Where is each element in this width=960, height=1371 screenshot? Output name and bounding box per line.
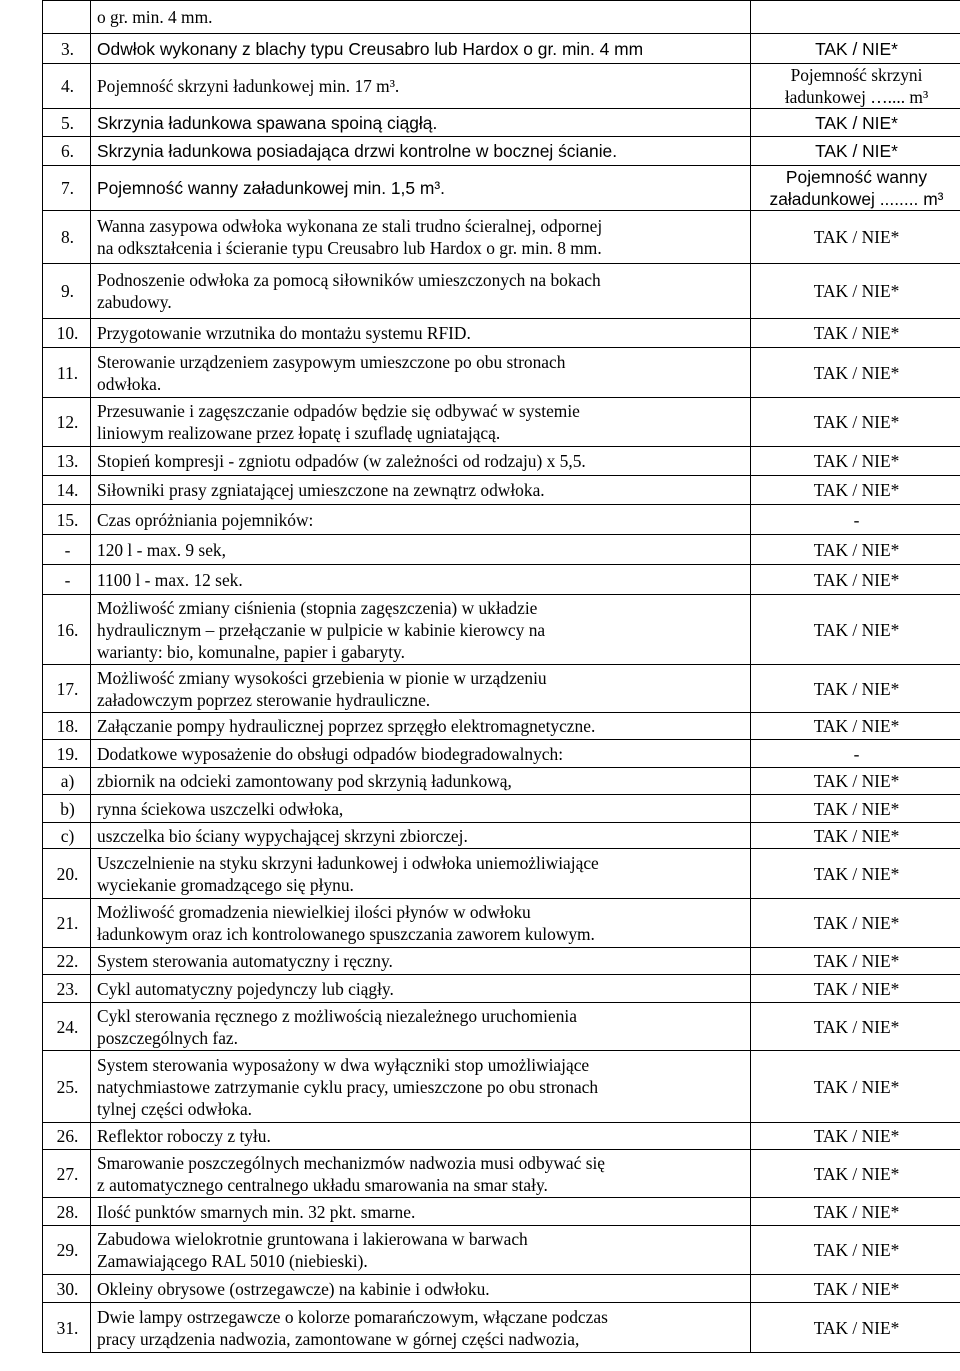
answer-cell xyxy=(751,849,960,899)
answer-cell xyxy=(751,34,960,64)
answer-cell xyxy=(751,768,960,795)
answer-text: TAK / NIE* xyxy=(815,38,898,59)
answer-cell xyxy=(751,975,960,1003)
description-line: Przesuwanie i zagęszczanie odpadów będzie się odbywać w systemie xyxy=(97,401,580,421)
item-description xyxy=(91,1123,751,1150)
answer-text: TAK / NIE* xyxy=(813,1201,900,1222)
table-row xyxy=(43,823,960,849)
table-row xyxy=(43,768,960,795)
item-description xyxy=(91,1,751,34)
table-row xyxy=(43,740,960,768)
description-line: Ilość punktów smarnych min. 32 pkt. smarne. xyxy=(97,1201,416,1222)
item-description xyxy=(91,1275,751,1303)
item-number: 17. xyxy=(43,665,91,713)
item-number: 5. xyxy=(43,109,91,137)
answer-cell xyxy=(751,948,960,975)
item-number: 7. xyxy=(43,166,91,211)
item-number: 12. xyxy=(43,398,91,447)
answer-text: Pojemność wanny xyxy=(785,167,928,187)
answer-cell xyxy=(751,1150,960,1198)
description-line: rynna ściekowa uszczelki odwłoka, xyxy=(97,798,344,819)
answer-text: TAK / NIE* xyxy=(813,227,900,247)
item-number: 9. xyxy=(43,264,91,319)
description-line: Dodatkowe wyposażenie do obsługi odpadów biodegradowalnych: xyxy=(97,743,564,764)
item-description xyxy=(91,849,751,899)
answer-text: TAK / NIE* xyxy=(815,112,898,133)
description-line: natychmiastowe zatrzymanie cyklu pracy, umieszczone po obu stronach xyxy=(97,1076,599,1097)
specification-table-body xyxy=(43,1,960,1353)
description-line: Zamawiającego RAL 5010 (niebieski). xyxy=(97,1251,368,1271)
answer-cell xyxy=(751,1123,960,1150)
description-line: Reflektor roboczy z tyłu. xyxy=(97,1126,271,1146)
item-description xyxy=(91,1150,751,1198)
answer-text: TAK / NIE* xyxy=(813,323,900,343)
answer-cell xyxy=(751,595,960,665)
answer-text: TAK / NIE* xyxy=(813,480,900,500)
description-line: Cykl automatyczny pojedynczy lub ciągły. xyxy=(97,978,394,999)
answer-text: - xyxy=(853,743,860,764)
description-line: Zabudowa wielokrotnie gruntowana i lakierowana w barwach xyxy=(97,1229,528,1249)
description-line: Smarowanie poszczególnych mechanizmów nadwozia musi odbywać się xyxy=(97,1152,606,1173)
description-line: Wanna zasypowa odwłoka wykonana ze stali trudno ścieralnej, odpornej xyxy=(97,216,603,236)
answer-text: TAK / NIE* xyxy=(813,951,900,971)
item-description xyxy=(91,975,751,1003)
answer-text: TAK / NIE* xyxy=(813,569,900,590)
description-line: Możliwość zmiany wysokości grzebienia w pionie w urządzeniu xyxy=(97,667,547,688)
answer-cell xyxy=(751,565,960,595)
item-description xyxy=(91,768,751,795)
item-number: - xyxy=(43,565,91,595)
answer-text: TAK / NIE* xyxy=(815,141,898,161)
answer-cell xyxy=(751,398,960,447)
item-description xyxy=(91,166,751,211)
item-description xyxy=(91,348,751,398)
description-line: wyciekanie gromadzącego się płynu. xyxy=(97,874,354,895)
table-row xyxy=(43,899,960,948)
item-number: b) xyxy=(43,795,91,823)
description-line: Skrzynia ładunkowa spawana spoiną ciągłą. xyxy=(97,112,438,133)
answer-text: TAK / NIE* xyxy=(813,451,900,471)
item-number: 27. xyxy=(43,1150,91,1198)
description-line: Sterowanie urządzeniem zasypowym umieszczone po obu stronach xyxy=(97,351,566,372)
table-row xyxy=(43,948,960,975)
table-row xyxy=(43,137,960,166)
item-number: 23. xyxy=(43,975,91,1003)
item-number: 29. xyxy=(43,1226,91,1275)
item-description xyxy=(91,447,751,476)
table-row xyxy=(43,1198,960,1226)
answer-cell xyxy=(751,1226,960,1275)
description-line: Siłowniki prasy zgniatającej umieszczone na zewnątrz odwłoka. xyxy=(97,480,545,500)
table-row xyxy=(43,565,960,595)
description-line: System sterowania wyposażony w dwa wyłączniki stop umożliwiające xyxy=(97,1054,590,1075)
description-line: Skrzynia ładunkowa posiadająca drzwi kontrolne w bocznej ścianie. xyxy=(97,141,618,161)
description-line: Cykl sterowania ręcznego z możliwością niezależnego uruchomienia xyxy=(97,1005,577,1026)
table-row xyxy=(43,1226,960,1275)
item-number: 24. xyxy=(43,1003,91,1051)
table-row xyxy=(43,319,960,348)
answer-text: TAK / NIE* xyxy=(813,1163,900,1184)
item-number: a) xyxy=(43,768,91,795)
description-line: Uszczelnienie na styku skrzyni ładunkowej i odwłoka uniemożliwiające xyxy=(97,852,599,873)
table-row xyxy=(43,1123,960,1150)
answer-text: TAK / NIE* xyxy=(813,281,900,301)
item-description xyxy=(91,823,751,849)
description-line: 1100 l - max. 12 sek. xyxy=(97,569,243,590)
answer-text: TAK / NIE* xyxy=(813,1016,900,1037)
description-line: Stopień kompresji - zgniotu odpadów (w zależności od rodzaju) x 5,5. xyxy=(97,451,586,471)
table-row xyxy=(43,64,960,109)
item-description xyxy=(91,535,751,565)
item-number: 31. xyxy=(43,1303,91,1353)
answer-text: TAK / NIE* xyxy=(813,1076,900,1097)
item-description xyxy=(91,64,751,109)
description-line: Podnoszenie odwłoka za pomocą siłowników umieszczonych na bokach xyxy=(97,270,601,290)
description-line: o gr. min. 4 mm. xyxy=(97,7,213,27)
table-row xyxy=(43,1003,960,1051)
answer-cell xyxy=(751,348,960,398)
item-description xyxy=(91,565,751,595)
item-number: 22. xyxy=(43,948,91,975)
description-line: tylnej części odwłoka. xyxy=(97,1098,253,1119)
answer-text: Pojemność skrzyni xyxy=(790,65,923,85)
item-number: 10. xyxy=(43,319,91,348)
answer-cell xyxy=(751,505,960,535)
table-row xyxy=(43,34,960,64)
description-line: Możliwość gromadzenia niewielkiej ilości płynów w odwłoku xyxy=(97,902,531,922)
description-line: hydraulicznym – przełączanie w pulpicie w kabinie kierowcy na xyxy=(97,619,546,640)
answer-text: TAK / NIE* xyxy=(813,913,900,933)
table-row xyxy=(43,264,960,319)
item-number: 28. xyxy=(43,1198,91,1226)
table-row xyxy=(43,398,960,447)
answer-text: TAK / NIE* xyxy=(813,678,900,699)
item-description xyxy=(91,795,751,823)
description-line: Pojemność skrzyni ładunkowej min. 17 m³. xyxy=(97,76,400,96)
item-description xyxy=(91,264,751,319)
answer-cell xyxy=(751,166,960,211)
table-row xyxy=(43,665,960,713)
table-row xyxy=(43,1150,960,1198)
answer-cell xyxy=(751,665,960,713)
item-description xyxy=(91,1051,751,1123)
answer-text: TAK / NIE* xyxy=(813,798,900,819)
item-description xyxy=(91,1226,751,1275)
item-description xyxy=(91,1003,751,1051)
description-line: ładunkowym oraz ich kontrolowanego spuszczania zaworem kulowym. xyxy=(97,924,595,944)
description-line: na odkształcenia i ścieranie typu Creusabro lub Hardox o gr. min. 8 mm. xyxy=(97,238,602,258)
description-line: zbiornik na odcieki zamontowany pod skrzynią ładunkową, xyxy=(97,771,512,791)
answer-cell xyxy=(751,1303,960,1353)
answer-cell xyxy=(751,1198,960,1226)
table-row xyxy=(43,713,960,740)
item-number: 18. xyxy=(43,713,91,740)
table-row xyxy=(43,476,960,505)
description-line: poszczególnych faz. xyxy=(97,1027,238,1048)
answer-text: TAK / NIE* xyxy=(813,619,900,640)
table-row xyxy=(43,166,960,211)
item-number: 13. xyxy=(43,447,91,476)
item-description xyxy=(91,319,751,348)
description-line: Okleiny obrysowe (ostrzegawcze) na kabinie i odwłoku. xyxy=(97,1278,490,1299)
answer-text: TAK / NIE* xyxy=(813,539,900,560)
description-line: pracy urządzenia nadwozia, zamontowane w górnej części nadwozia, xyxy=(97,1328,580,1349)
answer-cell xyxy=(751,137,960,166)
item-number: 3. xyxy=(43,34,91,64)
item-description xyxy=(91,595,751,665)
item-number: - xyxy=(43,535,91,565)
table-row xyxy=(43,211,960,264)
description-line: z automatycznego centralnego układu smarowania na smar stały. xyxy=(97,1174,548,1195)
item-description xyxy=(91,476,751,505)
table-row xyxy=(43,109,960,137)
answer-cell xyxy=(751,447,960,476)
description-line: warianty: bio, komunalne, papier i gabaryty. xyxy=(97,641,405,662)
item-description xyxy=(91,505,751,535)
item-number: 16. xyxy=(43,595,91,665)
table-row xyxy=(43,975,960,1003)
answer-cell xyxy=(751,319,960,348)
answer-text: TAK / NIE* xyxy=(813,1278,900,1299)
item-number: 11. xyxy=(43,348,91,398)
item-number: 8. xyxy=(43,211,91,264)
item-description xyxy=(91,1303,751,1353)
answer-text: TAK / NIE* xyxy=(813,1126,900,1146)
item-description xyxy=(91,137,751,166)
item-description xyxy=(91,713,751,740)
answer-cell xyxy=(751,535,960,565)
item-number: 25. xyxy=(43,1051,91,1123)
item-description xyxy=(91,109,751,137)
description-line: Dwie lampy ostrzegawcze o kolorze pomarańczowym, włączane podczas xyxy=(97,1306,608,1327)
answer-text: - xyxy=(853,509,860,530)
answer-text: TAK / NIE* xyxy=(813,771,900,791)
item-description xyxy=(91,948,751,975)
description-line: Odwłok wykonany z blachy typu Creusabro lub Hardox o gr. min. 4 mm xyxy=(97,38,644,59)
answer-cell xyxy=(751,211,960,264)
answer-text: załadunkowej ........ m³ xyxy=(769,189,944,209)
description-line: załadowczym poprzez sterowanie hydrauliczne. xyxy=(97,689,431,710)
answer-cell xyxy=(751,740,960,768)
answer-cell xyxy=(751,1,960,34)
table-row xyxy=(43,535,960,565)
item-description xyxy=(91,34,751,64)
item-number: 26. xyxy=(43,1123,91,1150)
item-description xyxy=(91,211,751,264)
item-number xyxy=(43,1,91,34)
table-row xyxy=(43,505,960,535)
table-row xyxy=(43,348,960,398)
answer-cell xyxy=(751,64,960,109)
table-row xyxy=(43,1275,960,1303)
answer-text: TAK / NIE* xyxy=(813,863,900,884)
answer-cell xyxy=(751,1003,960,1051)
description-line: Załączanie pompy hydraulicznej poprzez sprzęgło elektromagnetyczne. xyxy=(97,716,596,736)
answer-cell xyxy=(751,899,960,948)
item-number: 14. xyxy=(43,476,91,505)
table-row xyxy=(43,849,960,899)
item-number: 15. xyxy=(43,505,91,535)
specification-table xyxy=(42,0,960,1353)
answer-text: ładunkowej ….... m³ xyxy=(784,87,929,107)
item-number: 4. xyxy=(43,64,91,109)
answer-cell xyxy=(751,823,960,849)
item-number: 19. xyxy=(43,740,91,768)
table-row xyxy=(43,595,960,665)
item-number: 20. xyxy=(43,849,91,899)
description-line: Czas opróżniania pojemników: xyxy=(97,509,314,530)
description-line: odwłoka. xyxy=(97,373,162,394)
description-line: 120 l - max. 9 sek, xyxy=(97,539,226,560)
answer-cell xyxy=(751,264,960,319)
description-line: zabudowy. xyxy=(97,292,172,312)
answer-cell xyxy=(751,1051,960,1123)
description-line: System sterowania automatyczny i ręczny. xyxy=(97,951,393,971)
table-row xyxy=(43,447,960,476)
item-description xyxy=(91,1198,751,1226)
answer-text: TAK / NIE* xyxy=(813,1240,900,1260)
item-number: 6. xyxy=(43,137,91,166)
answer-text: TAK / NIE* xyxy=(813,825,900,846)
description-line: Przygotowanie wrzutnika do montażu systemu RFID. xyxy=(97,323,471,343)
answer-cell xyxy=(751,1275,960,1303)
description-line: Możliwość zmiany ciśnienia (stopnia zagęszczenia) w układzie xyxy=(97,597,538,618)
item-description xyxy=(91,398,751,447)
table-row xyxy=(43,1051,960,1123)
answer-text: TAK / NIE* xyxy=(813,412,900,432)
answer-text: TAK / NIE* xyxy=(813,362,900,383)
item-description xyxy=(91,665,751,713)
item-description xyxy=(91,899,751,948)
table-row xyxy=(43,795,960,823)
table-row xyxy=(43,1303,960,1353)
item-number: 30. xyxy=(43,1275,91,1303)
item-number: c) xyxy=(43,823,91,849)
answer-text: TAK / NIE* xyxy=(813,978,900,999)
description-line: uszczelka bio ściany wypychającej skrzyni zbiorczej. xyxy=(97,825,468,846)
answer-cell xyxy=(751,713,960,740)
table-row xyxy=(43,1,960,34)
answer-text: TAK / NIE* xyxy=(813,716,900,736)
description-line: liniowym realizowane przez łopatę i szufladę ugniatającą. xyxy=(97,423,501,443)
item-description xyxy=(91,740,751,768)
answer-cell xyxy=(751,795,960,823)
description-line: Pojemność wanny załadunkowej min. 1,5 m³. xyxy=(97,178,445,198)
item-number: 21. xyxy=(43,899,91,948)
answer-text: TAK / NIE* xyxy=(813,1317,900,1338)
answer-cell xyxy=(751,476,960,505)
answer-cell xyxy=(751,109,960,137)
